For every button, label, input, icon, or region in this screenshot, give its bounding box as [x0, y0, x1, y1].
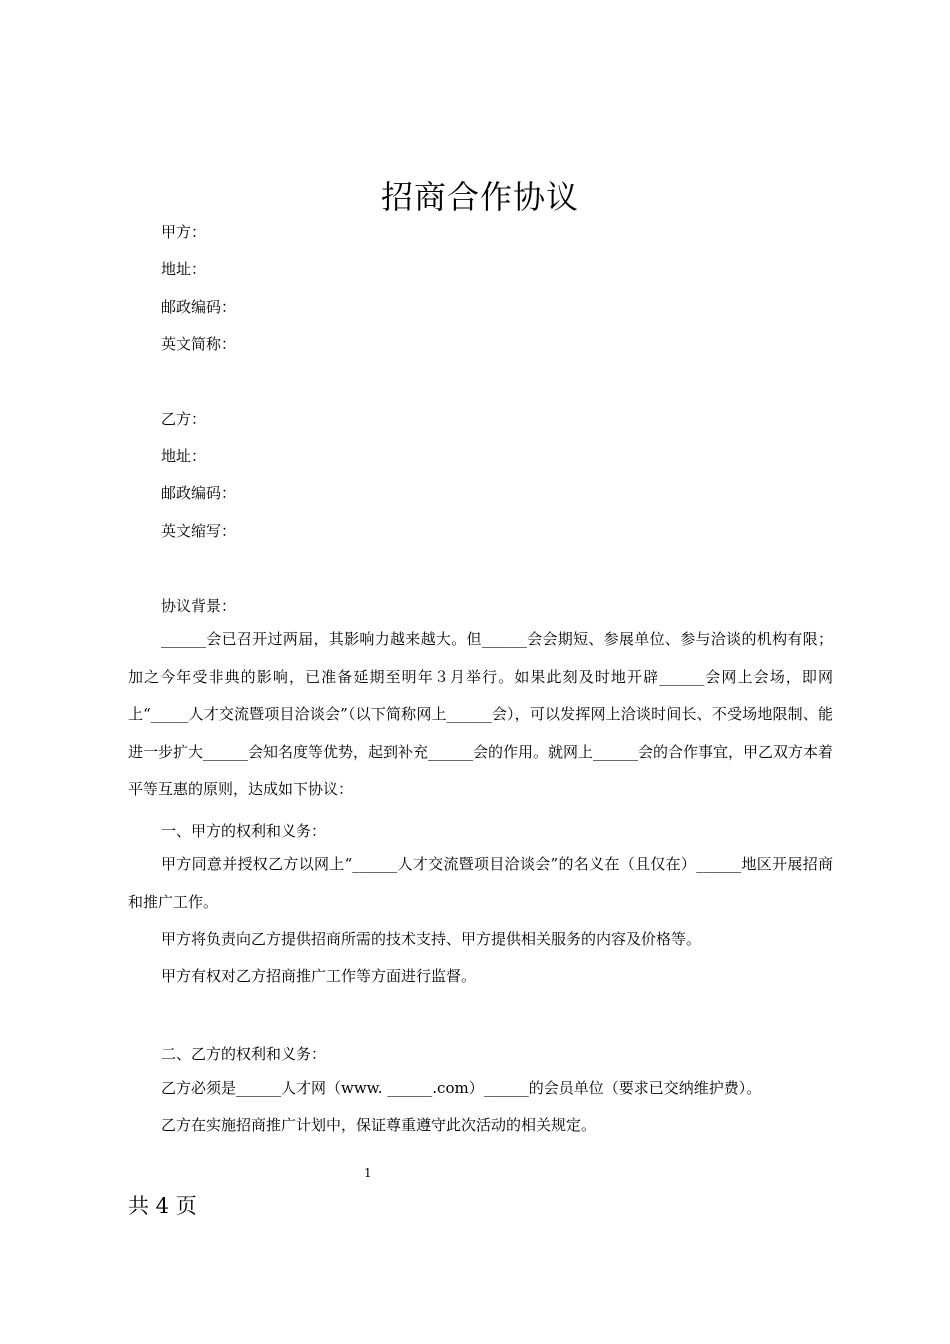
section1-heading: 一、甲方的权利和义务： — [161, 822, 327, 840]
section2-heading: 二、乙方的权利和义务： — [161, 1045, 327, 1063]
party-b-address: 地址： — [161, 447, 207, 465]
party-a-label: 甲方： — [161, 223, 207, 241]
party-a-address: 地址： — [161, 260, 207, 278]
party-b-postcode: 邮政编码： — [161, 484, 237, 502]
background-heading: 协议背景： — [161, 597, 237, 615]
section2-paragraph-1: 乙方必须是______人才网（www. ______.com）______的会员单位（要求已交纳维护费）。 — [161, 1079, 762, 1097]
background-paragraph: ______会已召开过两届，其影响力越来越大。但______会会期短、参展单位、参与洽谈的机构有限；加之今年受非典的影响，已准备延期至明年３月举行。如果此刻及时地开辟______会网上会场，即网上“_____人才交流暨项目洽谈会”（以下简称网上______会），可以发挥网上洽谈时间长、不受场地限制、能进一步扩大______会知名度等优势，起到补充______会的作用。就网上______会的合作事宜，甲乙双方本着平等互惠的原则，达成如下协议： — [128, 630, 834, 798]
total-pages: 共 4 页 — [128, 1194, 197, 1218]
section1-paragraph-2: 甲方将负责向乙方提供招商所需的技术支持、甲方提供相关服务的内容及价格等。 — [161, 930, 702, 948]
document-title: 招商合作协议 — [380, 178, 579, 216]
section1-paragraph-1: 甲方同意并授权乙方以网上“______人才交流暨项目洽谈会”的名义在（且仅在）______地区开展招商和推广工作。 — [128, 855, 833, 911]
party-a-postcode: 邮政编码： — [161, 298, 237, 316]
section2-paragraph-2: 乙方在实施招商推广计划中，保证尊重遵守此次活动的相关规定。 — [161, 1116, 597, 1134]
page-number: 1 — [364, 1166, 372, 1180]
party-b-label: 乙方： — [161, 410, 207, 428]
party-a-english-name: 英文简称： — [161, 335, 237, 353]
section1-paragraph-3: 甲方有权对乙方招商推广工作等方面进行监督。 — [161, 967, 477, 985]
party-b-english-name: 英文缩写： — [161, 522, 237, 540]
